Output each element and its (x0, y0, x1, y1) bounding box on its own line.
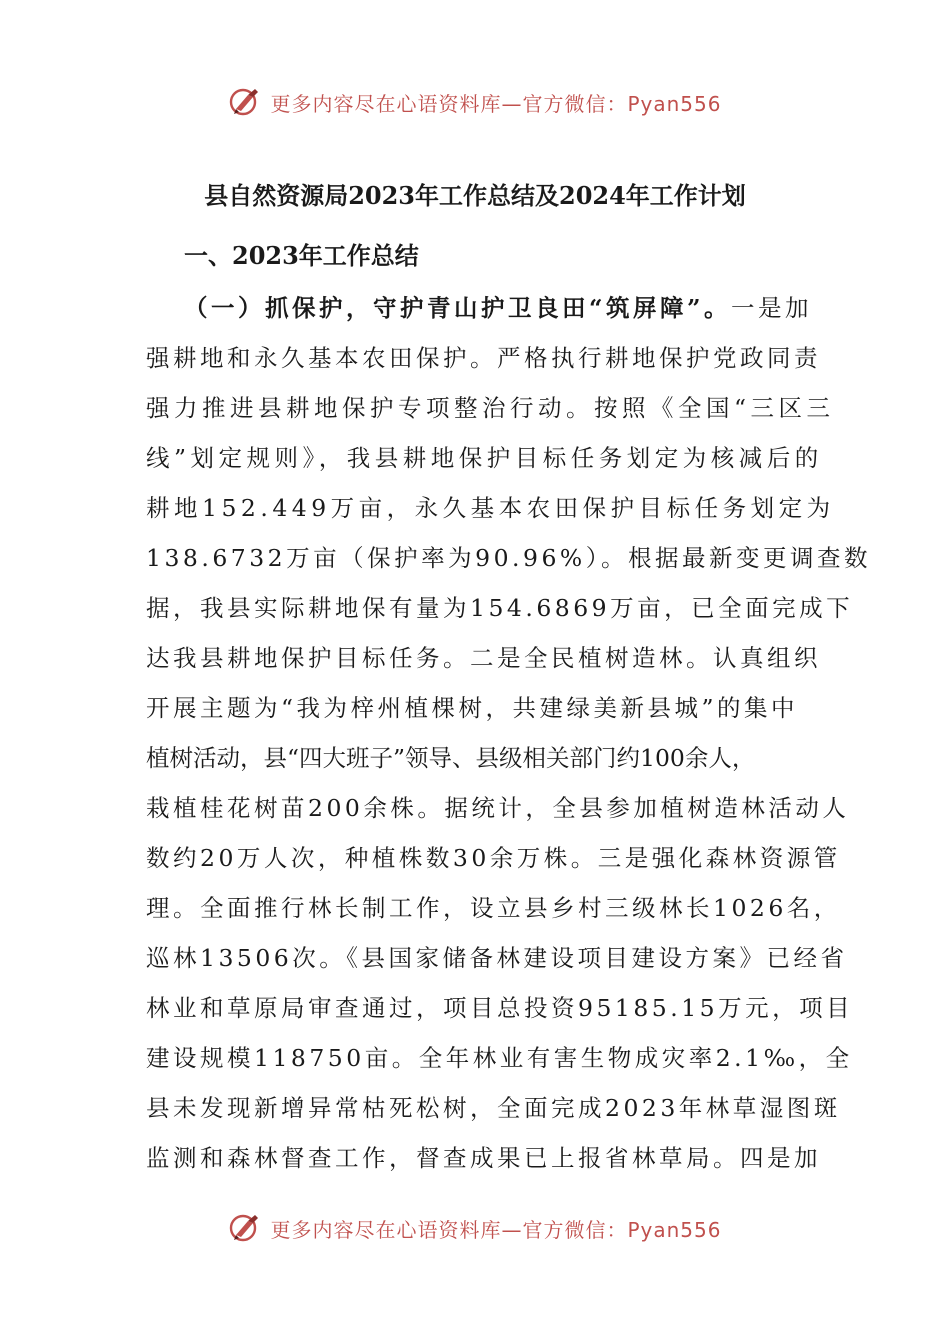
paragraph-line: 强力推进县耕地保护专项整治行动。按照《全国“三区三 (146, 394, 835, 422)
footer-watermark-banner (0, 1208, 950, 1248)
paragraph-line: 开展主题为“我为梓州植棵树，共建绿美新县城”的集中 (146, 694, 799, 722)
paragraph-line: 耕地152.449万亩，永久基本农田保护目标任务划定为 (146, 494, 835, 522)
paragraph-line: 据，我县实际耕地保有量为154.6869万亩，已全面完成下 (146, 594, 854, 622)
paragraph-line: 栽植桂花树苗200余株。据统计，全县参加植树造林活动人 (146, 794, 850, 822)
section-heading: 一、2023年工作总结 (184, 241, 419, 270)
paragraph-line: 理。全面推行林长制工作，设立县乡村三级林长1026名， (146, 894, 841, 922)
pen-seal-logo-icon (228, 1211, 262, 1245)
header-watermark-banner (0, 82, 950, 122)
paragraph-line: 建设规模118750亩。全年林业有害生物成灾率2.1‰，全 (146, 1044, 853, 1072)
subsection-lead: （一）抓保护，守护青山护卫良田“筑屏障”。 (184, 294, 732, 322)
paragraph-line: 强耕地和永久基本农田保护。严格执行耕地保护党政同责 (146, 344, 821, 372)
paragraph-line: 林业和草原局审查通过，项目总投资95185.15万元，项目 (146, 994, 854, 1022)
paragraph-line: 138.6732万亩（保护率为90.96%）。根据最新变更调查数 (146, 544, 871, 572)
document-title: 县自然资源局2023年工作总结及2024年工作计划 (204, 181, 746, 210)
paragraph-line: 线”划定规则》，我县耕地保护目标任务划定为核减后的 (146, 444, 823, 472)
paragraph-line (146, 288, 811, 338)
watermark-text: 更多内容尽在心语资料库—官方微信：Pyan556 (270, 1217, 722, 1242)
paragraph-line: 植树活动，县“四大班子”领导、县级相关部门约100余人， (146, 744, 756, 772)
paragraph-line: 巡林13506次。《县国家储备林建设项目建设方案》已经省 (146, 944, 848, 972)
pen-seal-logo-icon (228, 85, 262, 119)
watermark-text: 更多内容尽在心语资料库—官方微信：Pyan556 (270, 91, 722, 116)
paragraph-line-text: 一是加 (731, 294, 813, 322)
paragraph-line: 数约20万人次，种植株数30余万株。三是强化森林资源管 (146, 844, 841, 872)
paragraph-line: 达我县耕地保护目标任务。二是全民植树造林。认真组织 (146, 644, 821, 672)
body-paragraph (146, 288, 871, 1188)
paragraph-line: 县未发现新增异常枯死松树，全面完成2023年林草湿图斑 (146, 1094, 841, 1122)
paragraph-line: 监测和森林督查工作，督查成果已上报省林草局。四是加 (146, 1144, 821, 1172)
